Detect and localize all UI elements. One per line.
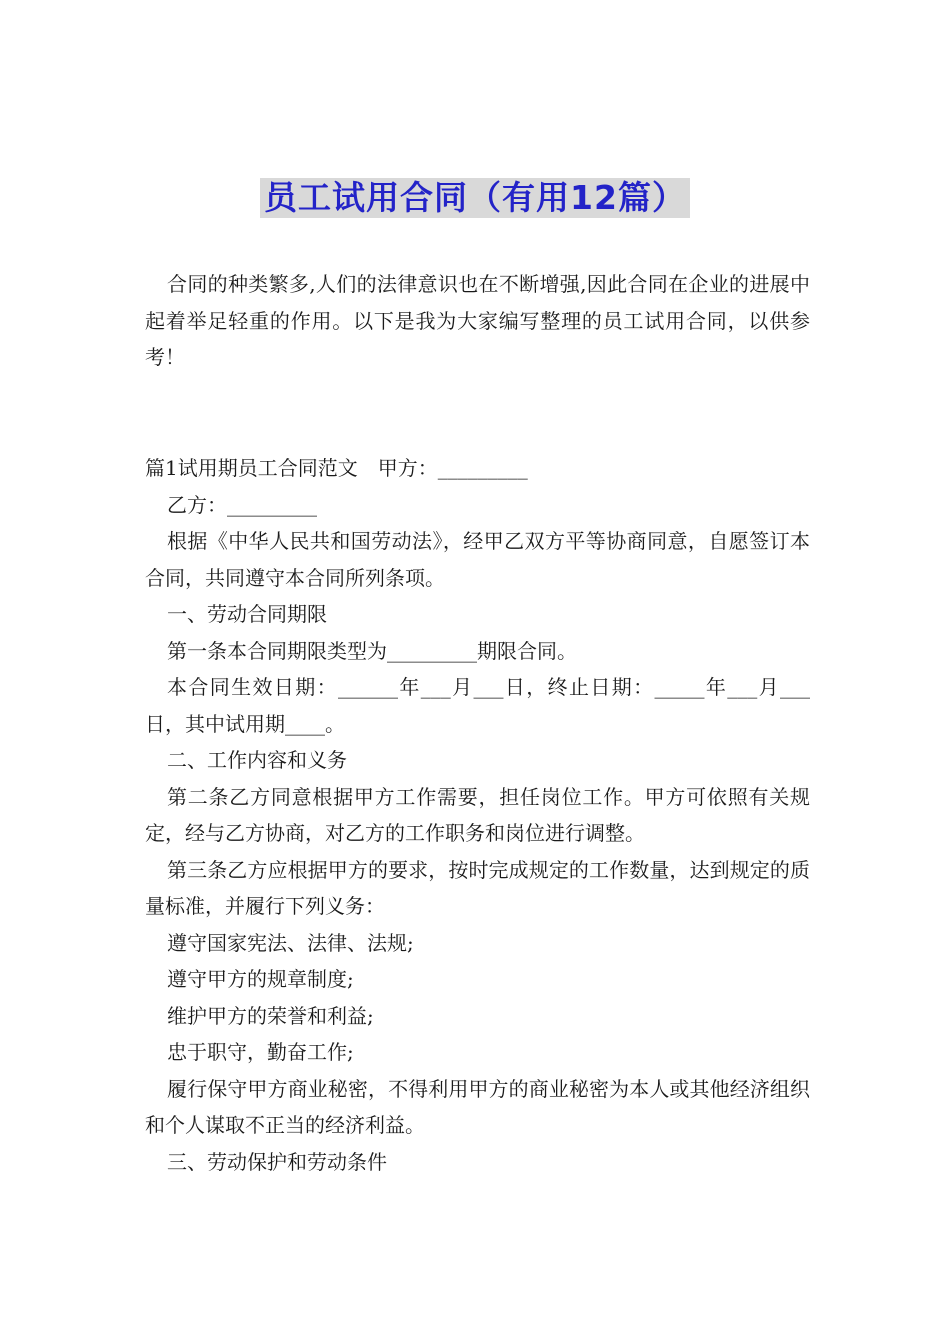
article-3: 第三条乙方应根据甲方的要求，按时完成规定的工作数量，达到规定的质量标准，并履行下列义务： bbox=[145, 857, 810, 918]
preamble-paragraph: 根据《中华人民共和国劳动法》，经甲乙双方平等协商同意，自愿签订本合同，共同遵守本合同所列条项。 bbox=[145, 529, 810, 590]
party-b-line: 乙方：_________ bbox=[167, 492, 317, 517]
document-title: 员工试用合同（有用12篇） bbox=[260, 178, 690, 218]
title-container bbox=[0, 178, 950, 218]
section-heading-protection: 三、劳动保护和劳动条件 bbox=[167, 1149, 387, 1174]
section-heading-duties: 二、工作内容和义务 bbox=[167, 748, 347, 772]
section-heading-party-a: 篇1试用期员工合同范文 甲方：_________ bbox=[145, 456, 528, 480]
article-2: 第二条乙方同意根据甲方工作需要，担任岗位工作。甲方可依照有关规定，经与乙方协商，对乙方的工作职务和岗位进行调整。 bbox=[145, 784, 810, 845]
duty-item: 维护甲方的荣誉和利益; bbox=[167, 1003, 374, 1028]
intro-paragraph: 合同的种类繁多,人们的法律意识也在不断增强,因此合同在企业的进展中起着举足轻重的作用。以下是我为大家编写整理的员工试用合同，以供参考！ bbox=[145, 272, 810, 369]
section-heading-term: 一、劳动合同期限 bbox=[167, 602, 327, 626]
duty-item: 履行保守甲方商业秘密，不得利用甲方的商业秘密为本人或其他经济组织和个人谋取不正当的经济利益。 bbox=[145, 1076, 810, 1137]
effective-date-line: 本合同生效日期：______年___月___日，终止日期：_____年___月___日，其中试用期____。 bbox=[145, 675, 810, 736]
duty-item: 遵守国家宪法、法律、法规; bbox=[167, 930, 414, 955]
contract-body bbox=[145, 450, 810, 1180]
intro-block bbox=[145, 266, 810, 376]
duty-item: 遵守甲方的规章制度; bbox=[167, 967, 354, 991]
duty-item: 忠于职守，勤奋工作; bbox=[167, 1040, 354, 1064]
article-1: 第一条本合同期限类型为_________期限合同。 bbox=[167, 638, 577, 663]
